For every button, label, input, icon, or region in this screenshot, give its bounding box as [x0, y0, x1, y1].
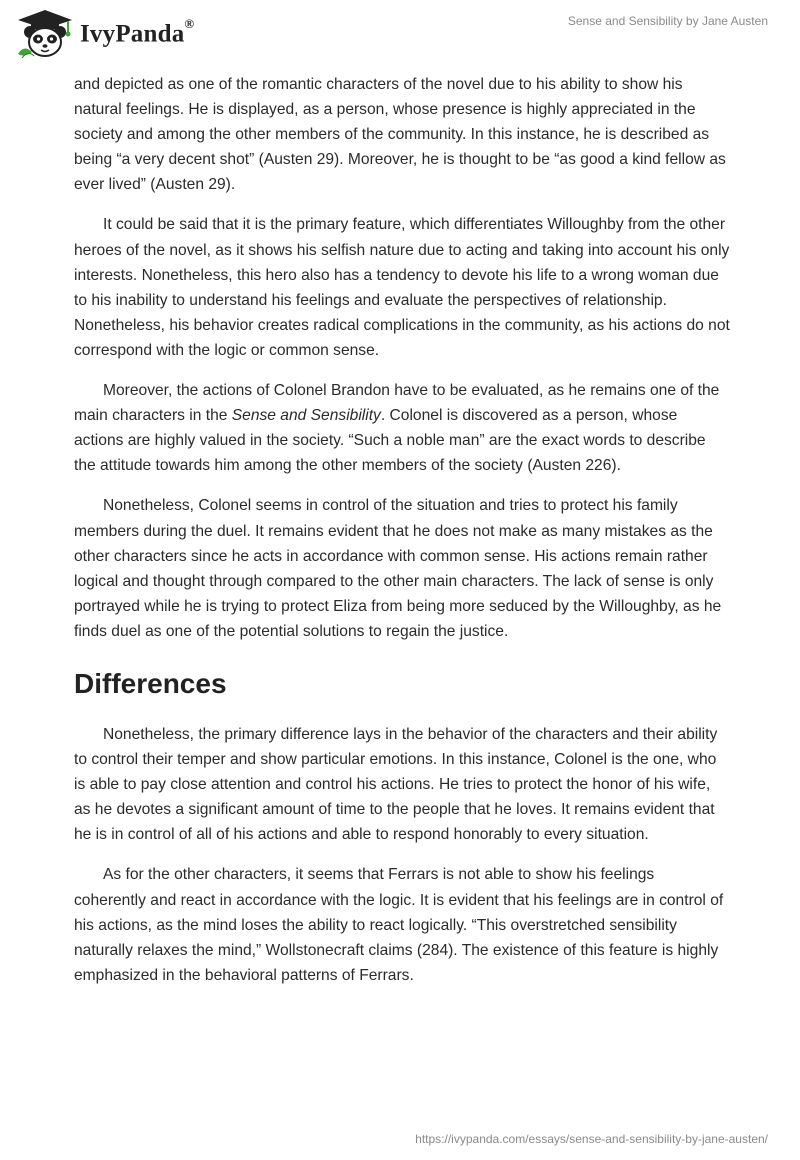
- panda-graduate-logo-icon[interactable]: [14, 8, 76, 60]
- paragraph-text: and depicted as one of the romantic characters of the novel due to his ability to show his natural feelings. He is displayed, as a person, whose presence is highly appreciated in the society and among the other members of the community. In this instance, he is described as being “a very decent shot” (Austen 29). Moreover, he is thought to be “as good a kind fellow as ever lived” (Austen 29).: [74, 76, 726, 194]
- paragraph-text: . Colonel is discovered as a person, whose actions are highly valued in the society. “Such a noble man” are the exact words to describe the attitude towards him among the other members of the society (Austen 226).: [74, 407, 706, 475]
- document-title: Sense and Sensibility by Jane Austen: [567, 14, 768, 28]
- page-header: [0, 0, 800, 70]
- paragraph: Nonetheless, Colonel seems in control of the situation and tries to protect his family members during the duel. It remains evident that he does not make as many mistakes as the other characters since he acts in accordance with common sense. His actions remain rather logical and thought through compared to the other main characters. The lack of sense is only portrayed while he is trying to protect Eliza from being more seduced by the Willoughby, as he finds duel as one of the potential solutions to regain the justice.: [74, 497, 722, 640]
- source-url-link[interactable]: https://ivypanda.com/essays/sense-and-sensibility-by-jane-austen/: [415, 1132, 768, 1146]
- paragraph: Nonetheless, the primary difference lays in the behavior of the characters and their ability to control their temper and show particular emotions. In this instance, Colonel is the one, who is able to pay close attention and control his actions. He tries to protect the honor of his wife, as he devotes a significant amount of time to the people that he loves. It remains evident that he is in control of all of his actions and able to respond honorably to every situation.: [74, 725, 718, 844]
- paragraph: It could be said that it is the primary feature, which differentiates Willoughby from the other heroes of the novel, as it shows his selfish nature due to acting and taking into account his only interests. Nonetheless, this hero also has a tendency to devote his life to a wrong woman due to his inability to understand his feelings and evaluate the perspectives of relationship. Nonetheless, his behavior creates radical complications in the community, as his actions do not correspond with the logic or common sense.: [74, 216, 730, 359]
- registered-mark: ®: [184, 16, 195, 31]
- brand-name[interactable]: [80, 16, 195, 48]
- brand-text: IvyPanda: [80, 20, 185, 48]
- essay-body: [74, 72, 730, 1003]
- section-heading: Differences: [74, 667, 227, 699]
- book-title-italic: Sense and Sensibility: [231, 407, 381, 425]
- paragraph: [74, 72, 730, 197]
- paragraph: As for the other characters, it seems that Ferrars is not able to show his feelings coherently and react in accordance with the logic. It is evident that his feelings are in control of his actions, as the mind loses the ability to react logically. “This overstretched sensibility naturally relaxes the mind,” Wollstonecraft claims (284). The existence of this feature is highly emphasized in the behavioral patterns of Ferrars.: [74, 866, 724, 984]
- paragraph-text: Moreover, the actions of Colonel Brandon have to be evaluated, as he remains one of the main characters in the: [74, 382, 720, 425]
- paragraph: [74, 378, 730, 478]
